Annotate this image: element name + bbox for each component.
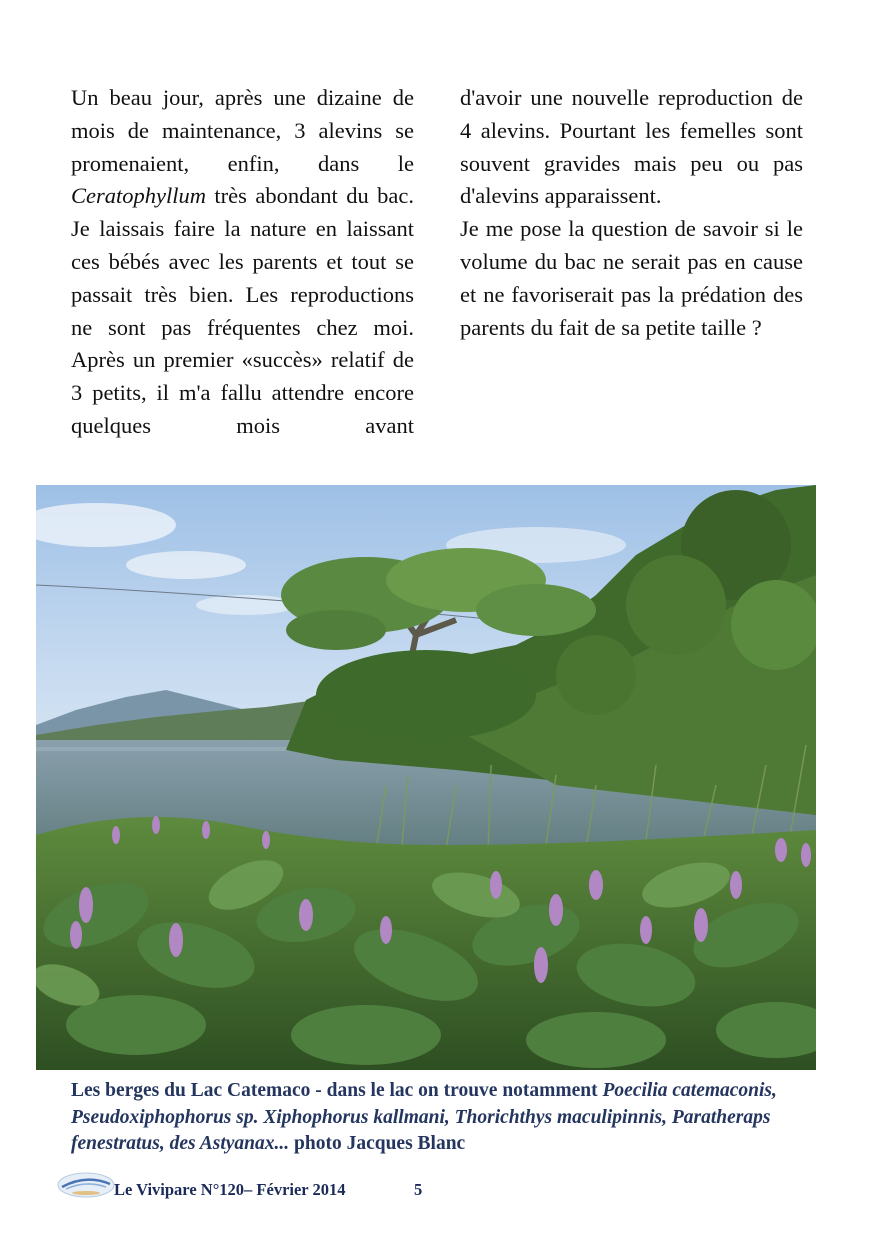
photo-caption: Les berges du Lac Catemaco - dans le lac on trouve notamment Poecilia catemaconis, Pseudoxiphophorus sp. Xiphophorus kallmani, Thorichthys maculipinnis, Paratheraps fenestratus, des Astyanax... photo Jacques Blanc — [71, 1080, 777, 1154]
text-column-right — [460, 82, 803, 344]
species-list: Poecilia catemaconis, Pseudoxiphophorus sp. Xiphophorus kallmani, Thorichthys maculipinnis, Paratheraps fenestratus, des Astyanax... — [71, 1080, 777, 1154]
lake-shore-photo — [36, 485, 816, 1070]
page-number: 5 — [414, 1180, 423, 1199]
page-footer — [56, 1170, 476, 1210]
photo-illustration — [36, 485, 816, 1070]
association-logo-icon — [56, 1170, 116, 1200]
publication-title: Le Vivipare N°120– Février 2014 — [114, 1180, 346, 1199]
paragraph: d'avoir une nouvelle reproduction de 4 alevins. Pourtant les femelles sont souvent gravides mais peu ou pas d'alevins apparaissent. — [460, 85, 803, 209]
paragraph: Un beau jour, après une dizaine de mois de maintenance, 3 alevins se promenaient, enfin, dans le Ceratophyllum très abondant du bac. Je laissais faire la nature en laissant ces bébés avec les parents et tout se passait très bien. Les reproductions ne sont pas fréquentes chez moi. Après un premier «succès» relatif de 3 petits, il m'a fallu attendre encore quelques mois avant — [71, 85, 414, 438]
photo-credit: photo Jacques Blanc — [289, 1133, 466, 1154]
italic-term: Ceratophyllum — [71, 183, 206, 209]
paragraph: Je me pose la question de savoir si le volume du bac ne serait pas en cause et ne favoriserait pas la prédation des parents du fait de sa petite taille ? — [460, 216, 803, 340]
text-column-left — [71, 82, 414, 443]
